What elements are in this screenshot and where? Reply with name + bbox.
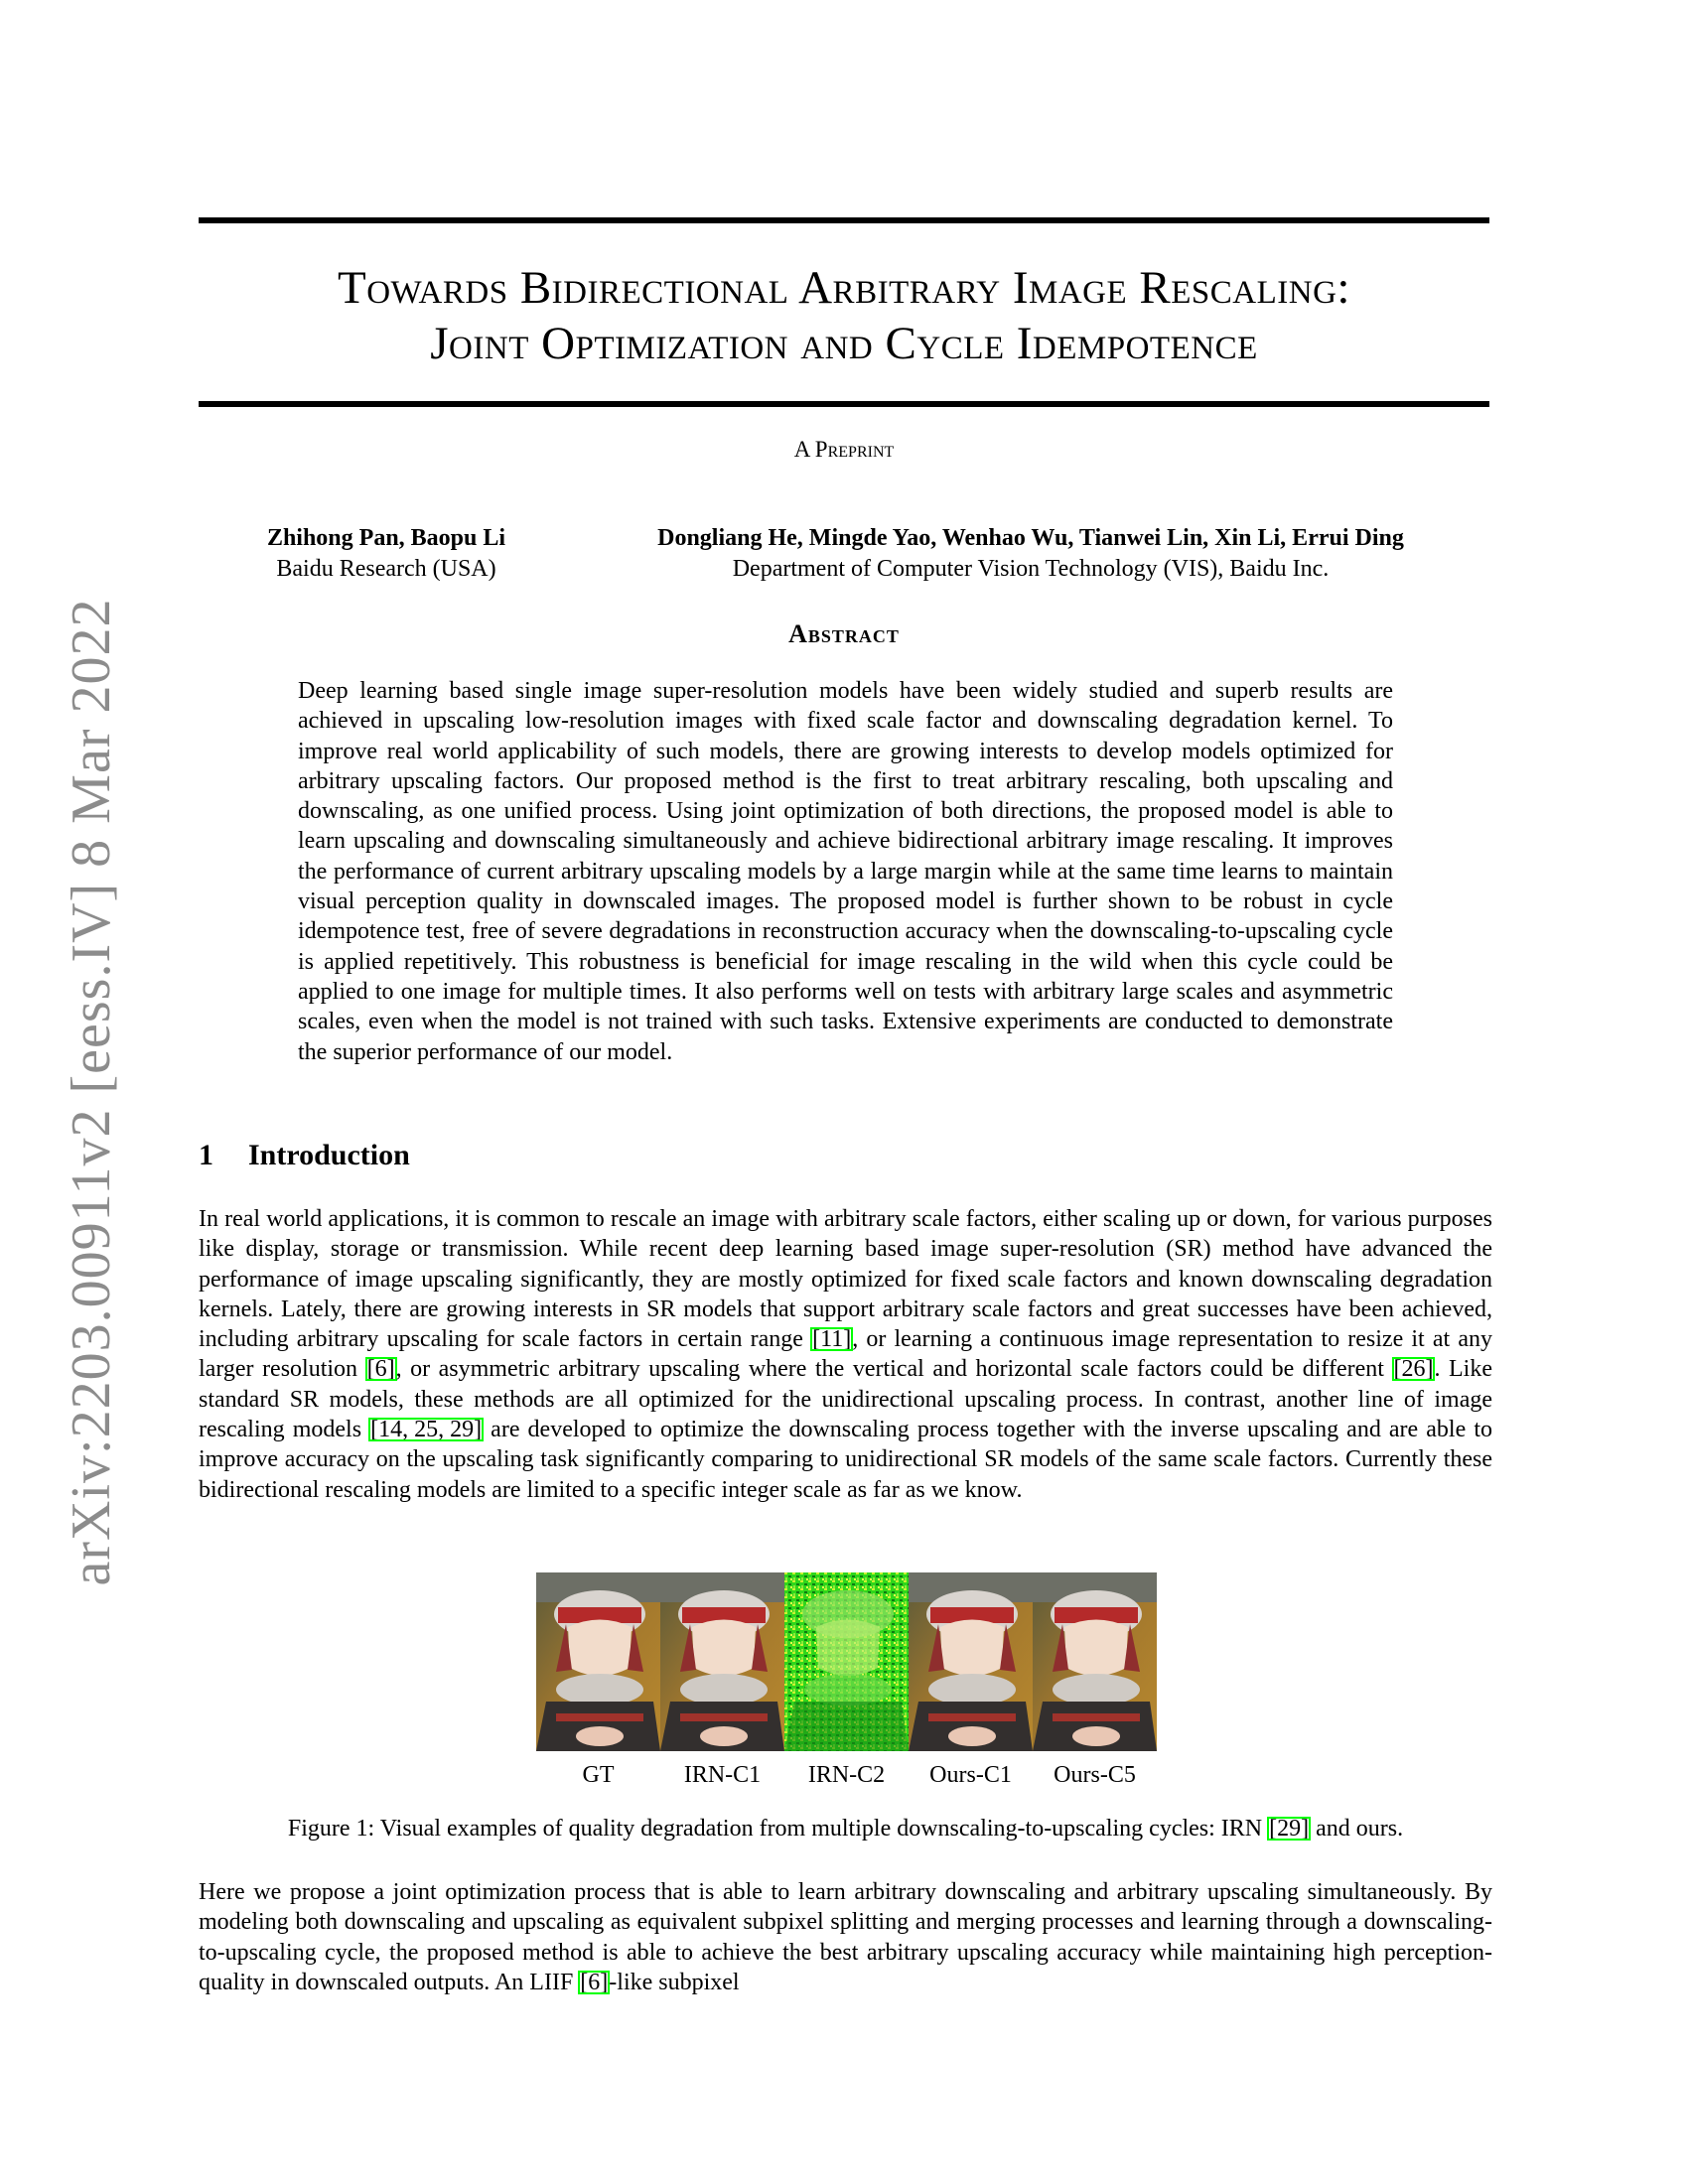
section-heading xyxy=(199,1139,410,1172)
intro-paragraph-2 xyxy=(199,1877,1492,1997)
author-names: Zhihong Pan, Baopu Li xyxy=(266,525,506,551)
preprint-label: A Preprint xyxy=(793,437,895,462)
paragraph-text: In real world applications, it is common to rescale an image with arbitrary scale factors, either scaling up or down, for various purposes like display, storage or transmission. While recent deep learning based image super-resolution (SR) method have advanced the performance of image upscaling significantly, they are mostly optimized for fixed scale factors and known downscaling degradation kernels. Lately, there are growing interests in SR models that support arbitrary scale factors and great successes have been achieved, including arbitrary upscaling for scale factors in certain range xyxy=(199,1206,1492,1353)
citation-link[interactable]: [6] xyxy=(366,1356,395,1383)
citation-link[interactable]: [29] xyxy=(1269,1816,1310,1842)
degraded-portrait-image xyxy=(784,1572,909,1751)
title-line-2: Joint Optimization and Cycle Idempotence xyxy=(430,318,1258,369)
section-number: 1 xyxy=(199,1139,213,1171)
figure-1-labels xyxy=(536,1762,1157,1789)
figure-panel-irn-c2 xyxy=(784,1572,909,1751)
figure-panel-irn-c1 xyxy=(660,1572,784,1751)
figure-label: IRN-C2 xyxy=(807,1762,886,1788)
portrait-image xyxy=(660,1572,784,1751)
author-affiliation: Baidu Research (USA) xyxy=(276,556,496,582)
caption-text: Figure 1: Visual examples of quality degradation from multiple downscaling-to-upscaling cycles: IRN xyxy=(287,1816,1269,1842)
portrait-image xyxy=(909,1572,1033,1751)
figure-label: Ours-C5 xyxy=(1054,1762,1136,1788)
author-group-1 xyxy=(236,523,536,585)
portrait-image xyxy=(536,1572,660,1751)
figure-label: GT xyxy=(582,1762,615,1788)
intro-paragraph-1 xyxy=(199,1204,1492,1505)
abstract-heading: Abstract xyxy=(788,619,900,648)
title-bottom-rule xyxy=(199,401,1489,407)
figure-panel-gt xyxy=(536,1572,660,1751)
figure-panel-ours-c1 xyxy=(909,1572,1033,1751)
paragraph-text: . Like standard SR models, these methods are all optimized for the unidirectional upscaling process. In contrast, another line of image rescaling models xyxy=(199,1356,1493,1443)
abstract-text: Deep learning based single image super-resolution models have been widely studied and superb results are achieved in upscaling low-resolution images with fixed scale factor and downscaling degradation kernel. To improve real world applicability of such models, there are growing interests to develop models optimized for arbitrary upscaling factors. Our proposed method is the first to treat arbitrary rescaling, both upscaling and downscaling, as one unified process. Using joint optimization of both directions, the proposed model is able to learn upscaling and downscaling simultaneously and achieve bidirectional arbitrary image rescaling. It improves the performance of current arbitrary upscaling models by a large margin while at the same time learns to maintain visual perception quality in downscaled images. The proposed model is further shown to be robust in cycle idempotence test, free of severe degradations in reconstruction accuracy when the downscaling-to-upscaling cycle is applied repetitively. This robustness is beneficial for image rescaling in the wild when this cycle could be applied to one image for multiple times. It also performs well on tests with arbitrary large scales and asymmetric scales, even when the model is not trained with such tasks. Extensive experiments are conducted to demonstrate the superior performance of our model. xyxy=(298,678,1393,1065)
paragraph-text: , or learning a continuous image representation to resize it at any larger resolution xyxy=(199,1326,1493,1383)
paragraph-text: are developed to optimize the downscaling process together with the inverse upscaling and are able to improve accuracy on the upscaling task significantly comparing to unidirectional SR models of the same scale factors. Currently these bidirectional rescaling models are limited to a specific integer scale as far as we know. xyxy=(199,1417,1493,1503)
section-title: Introduction xyxy=(248,1139,410,1171)
paragraph-text: Here we propose a joint optimization process that is able to learn arbitrary downscaling and arbitrary upscaling simultaneously. By modeling both downscaling and upscaling as equivalent subpixel splitting and merging processes and learning through a downscaling-to-upscaling cycle, the proposed method is able to achieve the best arbitrary upscaling accuracy while maintaining high perception-quality in downscaled outputs. An LIIF xyxy=(199,1879,1492,1995)
figure-label: Ours-C1 xyxy=(929,1762,1012,1788)
figure-1-images xyxy=(536,1572,1157,1751)
portrait-image xyxy=(1033,1572,1157,1751)
caption-text: and ours. xyxy=(1310,1816,1404,1842)
figure-label: IRN-C1 xyxy=(683,1762,762,1788)
author-names: Dongliang He, Mingde Yao, Wenhao Wu, Tianwei Lin, Xin Li, Errui Ding xyxy=(657,525,1404,551)
figure-panel-ours-c5 xyxy=(1033,1572,1157,1751)
paragraph-text: , or asymmetric arbitrary upscaling where the vertical and horizontal scale factors could be different xyxy=(395,1356,1393,1383)
citation-link[interactable]: [11] xyxy=(812,1326,852,1353)
figure-1-caption xyxy=(199,1816,1492,1843)
author-affiliation: Department of Computer Vision Technology (VIS), Baidu Inc. xyxy=(732,556,1330,582)
author-group-2 xyxy=(570,523,1491,585)
paragraph-text: -like subpixel xyxy=(609,1969,740,1995)
title-top-rule xyxy=(199,217,1489,223)
citation-link[interactable]: [26] xyxy=(1393,1356,1434,1383)
citation-link[interactable]: [6] xyxy=(580,1969,609,1995)
paper-title xyxy=(199,260,1489,371)
title-line-1: Towards Bidirectional Arbitrary Image Rescaling: xyxy=(338,262,1350,314)
arxiv-identifier: arXiv:2203.00911v2 [eess.IV] 8 Mar 2022 xyxy=(61,598,122,1586)
citation-link[interactable]: [14, 25, 29] xyxy=(370,1417,483,1443)
